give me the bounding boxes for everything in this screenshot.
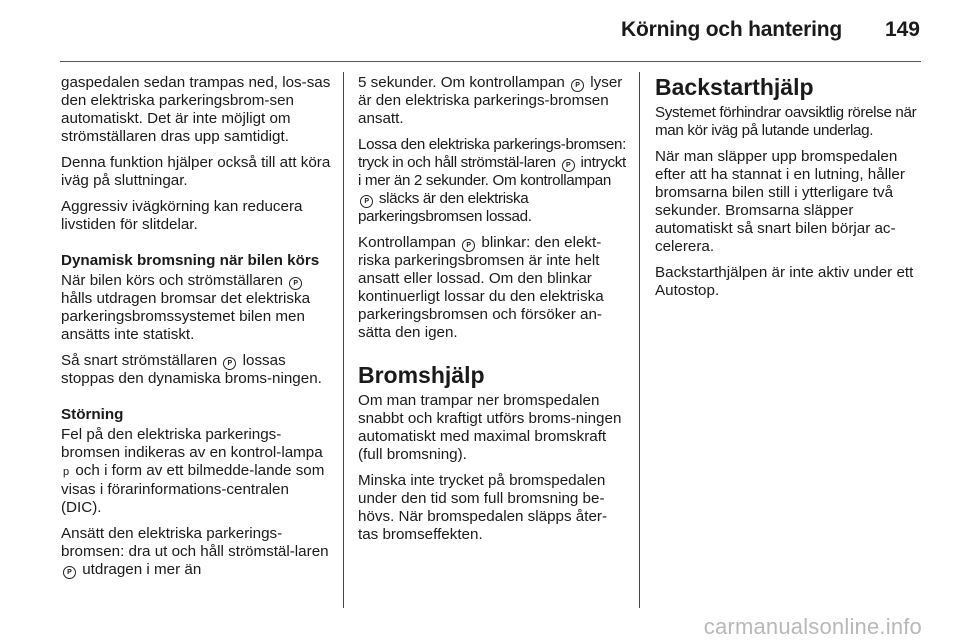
section-title-hill-start-assist: Backstarthjälp xyxy=(655,74,814,100)
paragraph: Denna funktion hjälper också till att köra iväg på sluttningar. xyxy=(61,154,331,189)
paragraph: Aggressiv ivägkörning kan reducera livstiden för slitdelar. xyxy=(61,198,303,233)
paragraph: Kontrollampan P blinkar: den elekt-riska parkeringsbromsen är inte helt ansatt eller lossad. Om den blinkar kontinuerligt lossar du den elektriska parkeringsbromsen och försöker an-sätta den igen. xyxy=(358,234,604,341)
paragraph: Backstarthjälpen är inte aktiv under ett Autostop. xyxy=(655,264,914,299)
parking-brake-lamp-icon: P xyxy=(571,79,584,92)
paragraph: Ansätt den elektriska parkerings-bromsen: dra ut och håll strömstäl-laren P utdragen i mer än xyxy=(61,525,329,578)
column-divider xyxy=(639,72,640,608)
parking-brake-switch-icon: P xyxy=(223,357,236,370)
column-divider xyxy=(343,72,344,608)
page-number: 149 xyxy=(884,18,920,41)
paragraph: När man släpper upp bromspedalen efter att ha stannat i en lutning, håller bromsarna bilen still i ytterligare två sekunder. Bromsarna släpper automatiskt så snart bilen börjar ac-celerera. xyxy=(655,148,905,255)
subheading-dynamic-braking: Dynamisk bromsning när bilen körs xyxy=(61,252,320,269)
parking-brake-lamp-icon: P xyxy=(360,195,373,208)
column-right xyxy=(655,74,923,308)
paragraph: När bilen körs och strömställaren P hålls utdragen bromsar det elektriska parkeringsbromssystemet bilen men ansätts inte statiskt. xyxy=(61,272,311,343)
page-header xyxy=(0,0,960,62)
column-middle xyxy=(358,74,626,552)
paragraph: Systemet förhindrar oavsiktlig rörelse när man kör iväg på lutande underlag. xyxy=(655,104,917,139)
parking-brake-switch-icon: P xyxy=(289,277,302,290)
page-title: Körning och hantering xyxy=(621,18,842,41)
parking-brake-warning-lamp-icon: p xyxy=(63,466,70,478)
paragraph: Minska inte trycket på bromspedalen under den tid som full bromsning be-hövs. När bromspedalen släpps åter-tas bromseffekten. xyxy=(358,472,608,543)
paragraph: Så snart strömställaren P lossas stoppas den dynamiska broms-ningen. xyxy=(61,352,322,387)
paragraph: 5 sekunder. Om kontrollampan P lyser är den elektriska parkerings-bromsen ansatt. xyxy=(358,74,623,127)
column-left xyxy=(61,74,333,587)
site-watermark: carmanualsonline.info xyxy=(703,614,922,639)
parking-brake-lamp-icon: P xyxy=(462,239,475,252)
paragraph: Fel på den elektriska parkerings-bromsen indikeras av en kontrol-lampa p och i form av ett bilmedde-lande som visas i förarinformations-centralen (DIC). xyxy=(61,426,325,516)
paragraph: Om man trampar ner bromspedalen snabbt och kraftigt utförs broms-ningen automatiskt med maximal bromskraft (full bromsning). xyxy=(358,392,622,463)
subheading-fault: Störning xyxy=(61,406,124,423)
parking-brake-switch-icon: P xyxy=(63,566,76,579)
section-title-brake-assist: Bromshjälp xyxy=(358,362,485,388)
parking-brake-switch-icon: P xyxy=(562,159,575,172)
paragraph: Lossa den elektriska parkerings-bromsen: tryck in och håll strömstäl-laren P intryckt i mer än 2 sekunder. Om kontrollampan P släcks är den elektriska parkeringsbromsen lossad. xyxy=(358,136,626,225)
paragraph: gaspedalen sedan trampas ned, los-sas den elektriska parkeringsbrom-sen automatiskt. Det är inte möjligt om strömställaren dras upp samtidigt. xyxy=(61,74,331,145)
header-divider xyxy=(60,61,921,62)
